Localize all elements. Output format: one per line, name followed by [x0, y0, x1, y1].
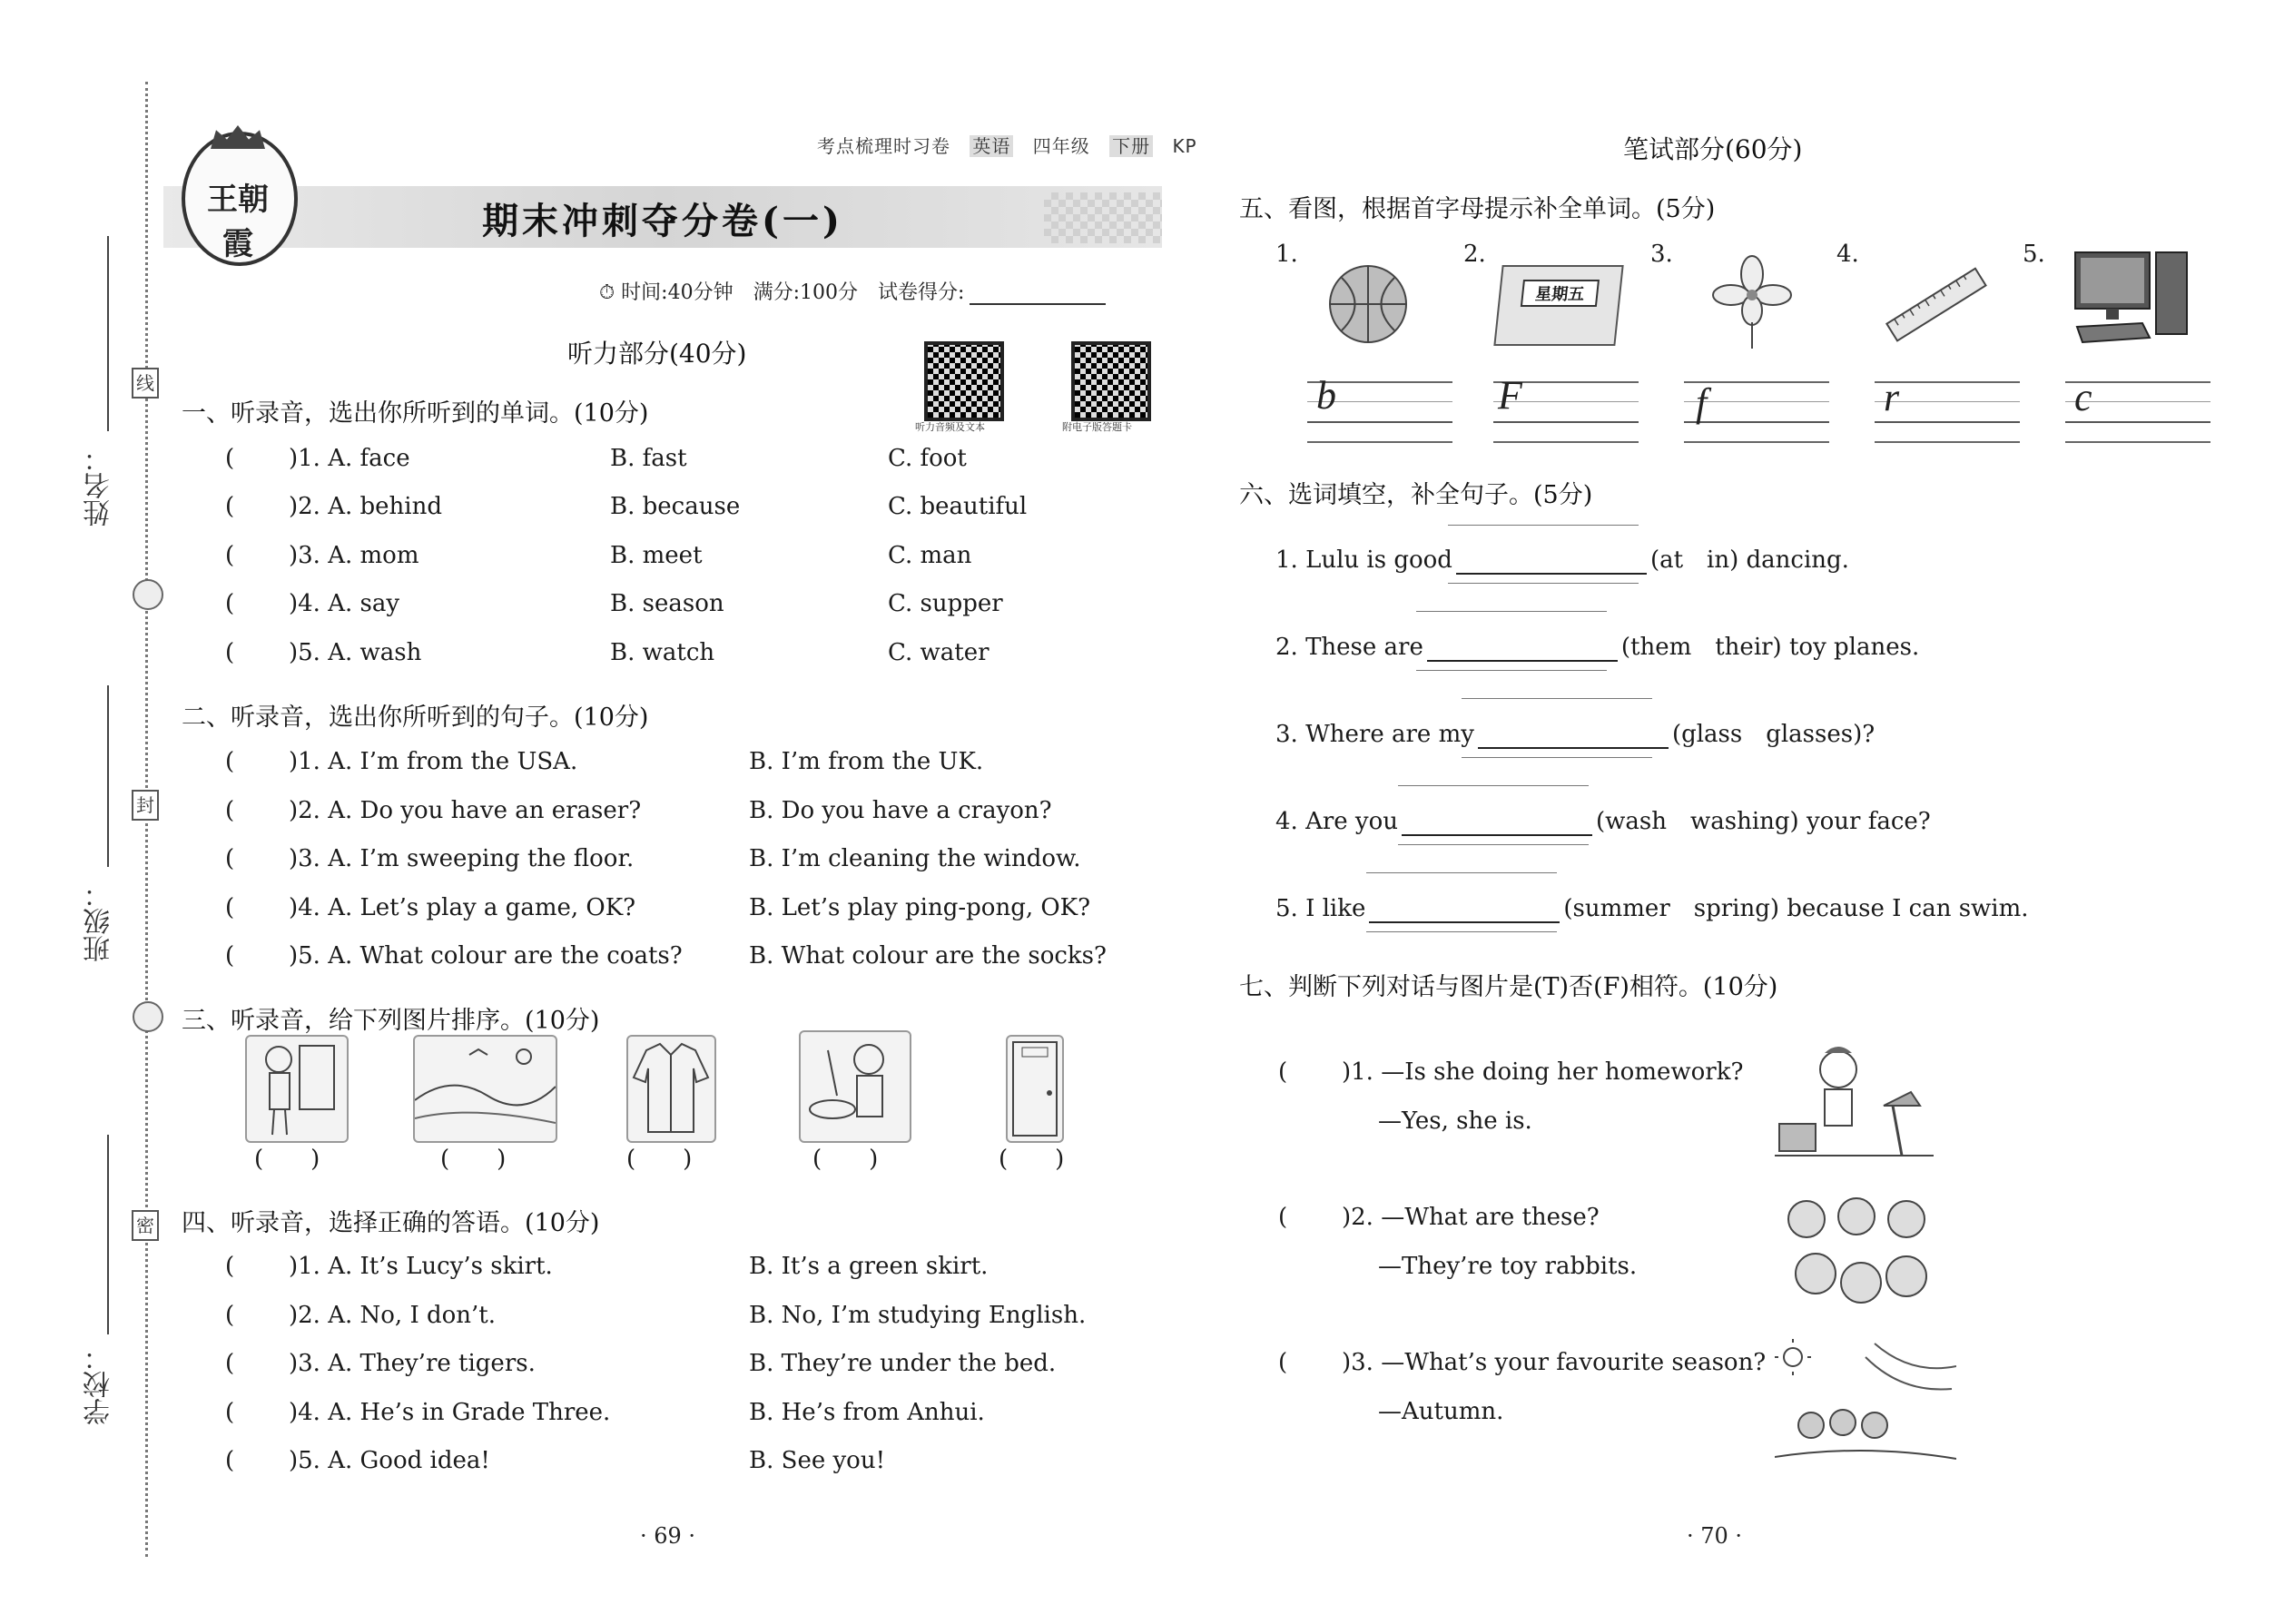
- answer-paren[interactable]: (: [225, 797, 235, 824]
- s7-q2-question: )2. —What are these?: [1342, 1204, 1600, 1231]
- landscape-icon: [415, 1037, 556, 1141]
- section-7-heading: 七、判断下列对话与图片是(T)否(F)相符。(10分): [1239, 973, 1778, 1001]
- s6-q1-pre: 1. Lulu is good: [1275, 546, 1452, 574]
- section-5-heading: 五、看图，根据首字母提示补全单词。(5分): [1239, 195, 1716, 223]
- boy-cooking-icon: [801, 1032, 910, 1141]
- exam-info-text: 时间:40分钟 满分:100分 试卷得分:: [621, 281, 965, 304]
- letter-hint-1: b: [1316, 373, 1336, 418]
- section-1-heading: 一、听录音，选出你所听到的单词。(10分): [182, 399, 649, 428]
- s6-q3-blank[interactable]: [1478, 725, 1669, 749]
- s3-answer-4[interactable]: ( ): [812, 1146, 879, 1173]
- s1-q2-a: )2. A. behind: [289, 493, 442, 520]
- blank-guide-bottom: [1448, 583, 1639, 584]
- blank-guide-bottom: [1416, 670, 1607, 671]
- meta-subject: 英语: [970, 135, 1013, 157]
- s7-q3-answer: —Autumn.: [1378, 1398, 1504, 1425]
- blank-guide-top: [1398, 785, 1589, 786]
- s7-q1-question: )1. —Is she doing her homework?: [1342, 1058, 1744, 1086]
- s2-q2-b: B. Do you have a crayon?: [749, 797, 1052, 824]
- flower-icon: [1711, 254, 1793, 349]
- class-label: 班级：: [84, 881, 115, 962]
- letter-hint-4: r: [1884, 375, 1900, 419]
- answer-paren[interactable]: (: [225, 1302, 235, 1329]
- s4-q2-a: )2. A. No, I don’t.: [289, 1302, 497, 1329]
- s6-q2-post: (them their) toy planes.: [1620, 634, 1920, 661]
- answer-paren[interactable]: (: [225, 493, 235, 520]
- answer-paren[interactable]: (: [1278, 1058, 1288, 1086]
- score-field[interactable]: [970, 283, 1106, 305]
- computer-picture: [2070, 247, 2192, 355]
- answer-paren[interactable]: (: [225, 1399, 235, 1426]
- s1-q1-c: C. foot: [888, 445, 967, 472]
- name-label: 姓名：: [84, 445, 115, 527]
- binding-mark-line: 线: [132, 368, 159, 399]
- name-write-line: [107, 236, 109, 431]
- s1-q2-c: C. beautiful: [888, 493, 1028, 520]
- s4-q4-a: )4. A. He’s in Grade Three.: [289, 1399, 611, 1426]
- letter-hint-2: F: [1498, 373, 1522, 418]
- school-write-line: [107, 1135, 109, 1334]
- blank-guide-top: [1366, 872, 1557, 873]
- answer-paren[interactable]: (: [225, 1253, 235, 1280]
- s4-q5-b: B. See you!: [749, 1447, 886, 1474]
- school-label: 学校：: [84, 1343, 115, 1425]
- girl-homework-icon: [1775, 1042, 1938, 1165]
- answer-paren[interactable]: (: [225, 542, 235, 569]
- picture-boy-painting: [245, 1035, 349, 1143]
- s1-q2-b: B. because: [610, 493, 741, 520]
- s6-q1-post: (at in) dancing.: [1649, 546, 1849, 574]
- s6-q4-blank[interactable]: [1402, 812, 1592, 836]
- meta-edition: KP: [1172, 135, 1197, 157]
- s1-q5-c: C. water: [888, 639, 989, 666]
- s1-q4-c: C. supper: [888, 590, 1003, 617]
- writing-part-title: 笔试部分(60分): [1623, 134, 1803, 164]
- blank-guide-top: [1448, 525, 1639, 526]
- s2-q4-a: )4. A. Let’s play a game, OK?: [289, 894, 636, 921]
- s7-q2-answer: —They’re toy rabbits.: [1378, 1253, 1638, 1280]
- section-2-heading: 二、听录音，选出你所听到的句子。(10分): [182, 704, 649, 732]
- s4-q4-b: B. He’s from Anhui.: [749, 1399, 985, 1426]
- qr-code-audio[interactable]: [924, 341, 1004, 421]
- s4-q3-b: B. They’re under the bed.: [749, 1350, 1057, 1377]
- answer-paren[interactable]: (: [225, 845, 235, 872]
- section-6-heading: 六、选词填空，补全句子。(5分): [1239, 481, 1593, 509]
- s1-q4-a: )4. A. say: [289, 590, 400, 617]
- letter-hint-3: f: [1696, 380, 1708, 425]
- s5-num-1: 1.: [1275, 241, 1298, 268]
- ruler-icon: [1879, 263, 1993, 345]
- brand-logo-text: 王朝霞: [207, 182, 269, 262]
- s4-q1-a: )1. A. It’s Lucy’s skirt.: [289, 1253, 553, 1280]
- s3-answer-2[interactable]: ( ): [440, 1146, 507, 1173]
- s1-q4-b: B. season: [610, 590, 724, 617]
- answer-paren[interactable]: (: [225, 748, 235, 775]
- s2-q5-b: B. What colour are the socks?: [749, 942, 1107, 969]
- picture-shirt: [626, 1035, 716, 1143]
- answer-paren[interactable]: (: [225, 942, 235, 969]
- s6-item-5: [1275, 890, 2029, 923]
- answer-paren[interactable]: (: [1278, 1204, 1288, 1231]
- ruler-picture: [1879, 263, 1993, 349]
- calendar-label: 星期五: [1521, 280, 1600, 307]
- s4-q3-a: )3. A. They’re tigers.: [289, 1350, 536, 1377]
- blank-guide-bottom: [1398, 844, 1589, 845]
- class-write-line: [107, 685, 109, 867]
- meta-volume: 下册: [1109, 135, 1153, 157]
- s6-item-3: [1275, 715, 1875, 749]
- s1-q1-a: )1. A. face: [289, 445, 410, 472]
- autumn-scene-icon: [1775, 1339, 1956, 1466]
- header-meta: [817, 132, 1210, 158]
- answer-paren[interactable]: (: [225, 1350, 235, 1377]
- answer-paren[interactable]: (: [1278, 1349, 1288, 1376]
- s2-q2-a: )2. A. Do you have an eraser?: [289, 797, 642, 824]
- binding-knot-icon: [133, 579, 163, 610]
- qr-code-answer-card[interactable]: [1071, 341, 1151, 421]
- binding-mark-seal: 封: [132, 790, 159, 821]
- s6-item-1: [1275, 541, 1849, 575]
- boy-painting-icon: [247, 1037, 347, 1141]
- meta-grade: 四年级: [1032, 135, 1090, 157]
- s3-answer-5[interactable]: ( ): [999, 1146, 1065, 1173]
- picture-landscape: [413, 1035, 557, 1143]
- blank-guide-top: [1416, 611, 1607, 612]
- s1-q5-b: B. watch: [610, 639, 715, 666]
- page-number-right: · 70 ·: [1687, 1523, 1743, 1549]
- meta-series: 考点梳理时习卷: [817, 135, 950, 157]
- s6-q3-post: (glass glasses)?: [1671, 721, 1876, 748]
- binding-knot-icon: [133, 1001, 163, 1032]
- crown-icon: [211, 125, 265, 149]
- computer-icon: [2070, 247, 2192, 351]
- answer-paren[interactable]: (: [225, 639, 235, 666]
- blank-guide-bottom: [1462, 757, 1652, 758]
- s6-item-2: [1275, 628, 1919, 662]
- section-3-heading: 三、听录音，给下列图片排序。(10分): [182, 1007, 600, 1035]
- s6-q4-post: (wash washing) your face?: [1596, 808, 1931, 835]
- s1-q1-b: B. fast: [610, 445, 687, 472]
- s7-q3-question: )3. —What’s your favourite season?: [1342, 1349, 1767, 1376]
- s2-q3-b: B. I’m cleaning the window.: [749, 845, 1081, 872]
- picture-toy-bears: [1775, 1196, 1938, 1318]
- answer-paren[interactable]: (: [225, 894, 235, 921]
- s1-q5-a: )5. A. wash: [289, 639, 422, 666]
- basketball-picture: [1325, 261, 1412, 351]
- s4-q5-a: )5. A. Good idea!: [289, 1447, 490, 1474]
- calendar-picture: [1493, 265, 1623, 346]
- s3-answer-1[interactable]: ( ): [254, 1146, 320, 1173]
- s6-item-4: [1275, 802, 1931, 836]
- flower-picture: [1711, 254, 1793, 353]
- s6-q2-pre: 2. These are: [1275, 634, 1423, 661]
- s3-answer-3[interactable]: ( ): [626, 1146, 693, 1173]
- letter-hint-5: c: [2074, 375, 2092, 419]
- picture-boy-cooking: [799, 1030, 911, 1143]
- s2-q5-a: )5. A. What colour are the coats?: [289, 942, 683, 969]
- picture-autumn-scene: [1775, 1339, 1956, 1470]
- s2-q4-b: B. Let’s play ping-pong, OK?: [749, 894, 1091, 921]
- s5-num-5: 5.: [2023, 241, 2045, 268]
- s6-q5-pre: 5. I like: [1275, 895, 1366, 922]
- s7-q1-answer: —Yes, she is.: [1378, 1107, 1532, 1135]
- binding-mark-close: 密: [132, 1210, 159, 1241]
- door-icon: [1008, 1037, 1062, 1141]
- blank-guide-bottom: [1366, 931, 1557, 932]
- exam-title: 期末冲刺夺分卷(一): [482, 200, 843, 242]
- s1-q3-c: C. man: [888, 542, 972, 569]
- s4-q2-b: B. No, I’m studying English.: [749, 1302, 1087, 1329]
- answer-paren[interactable]: (: [225, 445, 235, 472]
- picture-door: [1006, 1035, 1064, 1143]
- s2-q1-b: B. I’m from the UK.: [749, 748, 984, 775]
- basketball-icon: [1325, 261, 1412, 348]
- s2-q1-a: )1. A. I’m from the USA.: [289, 748, 578, 775]
- s6-q3-pre: 3. Where are my: [1275, 721, 1474, 748]
- picture-girl-homework: [1775, 1042, 1938, 1168]
- section-4-heading: 四、听录音，选择正确的答语。(10分): [182, 1209, 600, 1237]
- listening-part-title: 听力部分(40分): [567, 339, 747, 369]
- qr-label-answer-card: 附电子版答题卡: [1062, 421, 1132, 433]
- s4-q1-b: B. It’s a green skirt.: [749, 1253, 989, 1280]
- shirt-icon: [628, 1037, 714, 1141]
- answer-paren[interactable]: (: [225, 590, 235, 617]
- s1-q3-b: B. meet: [610, 542, 703, 569]
- toy-bears-icon: [1775, 1196, 1938, 1314]
- blank-guide-top: [1462, 698, 1652, 699]
- s5-num-4: 4.: [1836, 241, 1859, 268]
- s2-q3-a: )3. A. I’m sweeping the floor.: [289, 845, 635, 872]
- s6-q5-post: (summer spring) because I can swim.: [1563, 895, 2029, 922]
- s6-q1-blank[interactable]: [1456, 551, 1647, 575]
- qr-label-audio: 听力音频及文本: [915, 421, 985, 433]
- page-number-left: · 69 ·: [640, 1523, 696, 1549]
- s6-q2-blank[interactable]: [1427, 638, 1618, 662]
- s5-num-2: 2.: [1463, 241, 1486, 268]
- s6-q4-pre: 4. Are you: [1275, 808, 1399, 835]
- s1-q3-a: )3. A. mom: [289, 542, 419, 569]
- exam-info: [599, 277, 1106, 305]
- s5-num-3: 3.: [1650, 241, 1673, 268]
- answer-paren[interactable]: (: [225, 1447, 235, 1474]
- clock-icon: ⏱: [599, 281, 615, 304]
- s6-q5-blank[interactable]: [1369, 900, 1560, 923]
